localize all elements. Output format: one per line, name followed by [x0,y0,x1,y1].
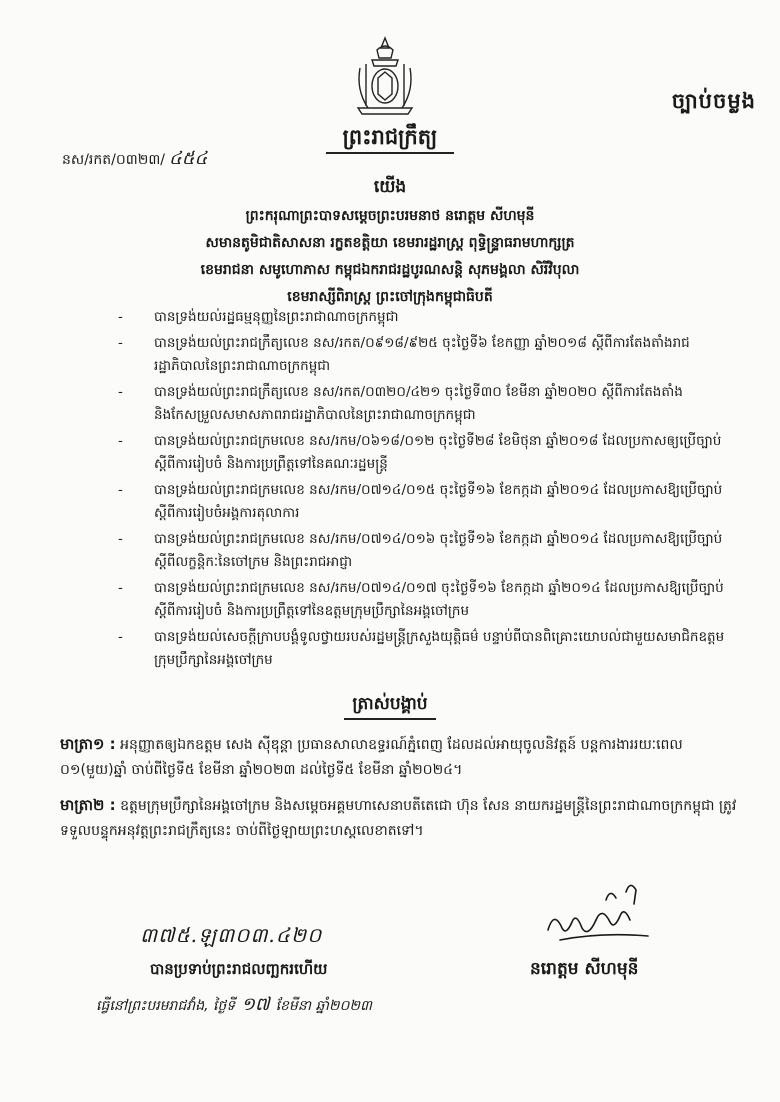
recital-text: បានទ្រង់យល់សេចក្តីក្រាបបង្គំទូលថ្វាយរបស់រដ្ឋមន្ត្រីក្រសួងយុត្តិធម៌ បន្ទាប់ពីបានពិគ្រោះយោបល់ជាមួយសមាជិកឧត្តមក្រុមប្រឹក្សានៃអង្គចៅក្រម [154,629,725,668]
registration-number: ៣៧៥.ឡ៣០៣.៤២០ [140,923,323,947]
royal-signature-icon [540,870,660,950]
recital-item: - បានទ្រង់យល់ព្រះរាជក្រមលេខ នស/រកម/០៧១៤/០១៥ ចុះថ្ងៃទី១៦ ខែកក្កដា ឆ្នាំ២០១៤ ដែលប្រកាសឱ្យប្រើច្បាប់ស្តីពីការរៀបចំអង្គការតុលាការ [118,482,723,521]
date-day: ១៧ [241,994,270,1015]
royal-coat-of-arms-icon [350,34,420,122]
reference-handwritten: ៤៥៤ [169,148,208,169]
recital-text: បានទ្រង់យល់ព្រះរាជក្រមលេខ នស/រកម/០៦១៨/០១២ ចុះថ្ងៃទី២៨ ខែមិថុនា ឆ្នាំ២០១៨ ដែលប្រកាសឲ្យប្រើច្បាប់ស្តីពីការរៀបចំ និងការប្រព្រឹត្តទៅនៃគណៈរដ្ឋមន្ត្រី [154,433,722,472]
article-1 [60,732,740,783]
recital-item: - បានទ្រង់យល់សេចក្តីក្រាបបង្គំទូលថ្វាយរបស់រដ្ឋមន្ត្រីក្រសួងយុត្តិធម៌ បន្ទាប់ពីបានពិគ្រោះយោបល់ជាមួយសមាជិកឧត្តមក្រុមប្រឹក្សានៃអង្គចៅក្រម [118,629,725,668]
recital-item: - បានទ្រង់យល់ព្រះរាជក្រឹត្យលេខ នស/រកត/០៣២០/៤២១ ចុះថ្ងៃទី៣០ ខែមីនា ឆ្នាំ២០២០ ស្តីពីការតែងតាំង និងកែសម្រួលសមាសភាពរាជរដ្ឋាភិបាលនៃព្រះរាជាណាចក្រកម្ពុជា [118,384,683,423]
decree-heading-underline [344,718,436,720]
article-label: មាត្រា២ : [60,796,116,814]
seal-affixed-stamp: បានប្រទាប់ព្រះរាជលញ្ឆករហើយ [150,960,328,978]
preamble-we: យើង [373,177,407,197]
king-title-line: សមានតូមិជាតិសាសនា រក្ខតខត្តិយា ខេមរារដ្ឋរាស្ត្រ ពុទ្ធិន្ទ្រាធរាមហាក្សត្រ [205,235,575,251]
king-title-line: ខេមរាជនា សមូហោភាស កម្ពុជឯករាជរដ្ឋបូរណសន្តិ សុភមង្គលា សិរីវិបុលា [200,262,580,278]
king-title-line: ព្រះករុណាព្រះបាទសម្តេចព្រះបរមនាថ នរោត្តម សីហមុនី [245,208,535,224]
recital-text: បានទ្រង់យល់ព្រះរាជក្រមលេខ នស/រកម/០៧១៤/០១៧ ចុះថ្ងៃទី១៦ ខែកក្កដា ឆ្នាំ២០១៤ ដែលប្រកាសឱ្យប្រើច្បាប់ស្តីពីការរៀបចំ និងការប្រព្រឹត្តទៅនៃឧត្តមក្រុមប្រឹក្សានៃអង្គចៅក្រម [154,580,724,619]
recital-item: - បានទ្រង់យល់ព្រះរាជក្រឹត្យលេខ នស/រកត/០៩១៨/៩២៥ ចុះថ្ងៃទី៦ ខែកញ្ញា ឆ្នាំ២០១៨ ស្តីពីការតែងតាំងរាជរដ្ឋាភិបាលនៃព្រះរាជាណាចក្រកម្ពុជា [118,335,690,374]
recital-text: បានទ្រង់យល់ព្រះរាជក្រឹត្យលេខ នស/រកត/០៩១៨/៩២៥ ចុះថ្ងៃទី៦ ខែកញ្ញា ឆ្នាំ២០១៨ ស្តីពីការតែងតាំងរាជរដ្ឋាភិបាលនៃព្រះរាជាណាចក្រកម្ពុជា [154,335,690,374]
reference-printed: នស/រកត/០៣២៣/ [62,152,166,168]
recitals-list [118,306,728,675]
recital-text: បានទ្រង់យល់ព្រះរាជក្រឹត្យលេខ នស/រកត/០៣២០/៤២១ ចុះថ្ងៃទី៣០ ខែមីនា ឆ្នាំ២០២០ ស្តីពីការតែងតាំង និងកែសម្រួលសមាសភាពរាជរដ្ឋាភិបាលនៃព្រះរាជាណាចក្រកម្ពុជា [154,384,683,423]
recital-text: បានទ្រង់យល់រដ្ឋធម្មនុញ្ញនៃព្រះរាជាណាចក្រកម្ពុជា [154,309,399,325]
decree-heading: ត្រាស់បង្គាប់ [352,694,428,714]
reference-number [62,146,207,173]
date-line [96,992,372,1019]
date-place: ធ្វើនៅព្រះបរមរាជវាំង, ថ្ងៃទី [96,998,236,1014]
article-label: មាត្រា១ : [60,735,116,753]
title-underline [326,152,454,154]
king-title-line: ខេមរាស្សីពិរាស្ត្រ ព្រះចៅក្រុងកម្ពុជាធិបតី [287,289,493,305]
recital-item: - បានទ្រង់យល់ព្រះរាជក្រមលេខ នស/រកម/០៦១៨/០១២ ចុះថ្ងៃទី២៨ ខែមិថុនា ឆ្នាំ២០១៨ ដែលប្រកាសឲ្យប្រើច្បាប់ស្តីពីការរៀបចំ និងការប្រព្រឹត្តទៅនៃគណៈរដ្ឋមន្ត្រី [118,433,722,472]
article-text: អនុញ្ញាតឲ្យឯកឧត្តម សេង ស៊ីឌុន្តា ប្រធានសាលាឧទ្ធរណ៍ភ្នំពេញ ដែលដល់អាយុចូលនិវត្តន៍ បន្តការងាររយៈពេល ០១(មួយ)ឆ្នាំ ចាប់ពីថ្ងៃទី៥ ខែមីនា ឆ្នាំ២០២៣ ដល់ថ្ងៃទី៥ ខែមីនា ឆ្នាំ២០២៤។ [60,737,683,778]
recital-text: បានទ្រង់យល់ព្រះរាជក្រមលេខ នស/រកម/០៧១៤/០១៥ ចុះថ្ងៃទី១៦ ខែកក្កដា ឆ្នាំ២០១៤ ដែលប្រកាសឱ្យប្រើច្បាប់ស្តីពីការរៀបចំអង្គការតុលាការ [154,482,723,521]
signatory-name: នរោត្តម សីហមុនី [530,959,639,979]
recital-item: - បានទ្រង់យល់ព្រះរាជក្រមលេខ នស/រកម/០៧១៤/០១៦ ចុះថ្ងៃទី១៦ ខែកក្កដា ឆ្នាំ២០១៤ ដែលប្រកាសឱ្យប្រើច្បាប់ស្តីពីលក្ខន្តិកៈនៃចៅក្រម និងព្រះរាជអាជ្ញា [118,531,723,570]
article-text: ឧត្តមក្រុមប្រឹក្សានៃអង្គចៅក្រម និងសម្តេចអគ្គមហាសេនាបតីតេជោ ហ៊ុន សែន នាយករដ្ឋមន្ត្រីនៃព្រះរាជាណាចក្រកម្ពុជា ត្រូវទទួលបន្ទុកអនុវត្តព្រះរាជក្រឹត្យនេះ ចាប់ពីថ្ងៃឡាយព្រះហស្តលេខាតទៅ។ [60,798,737,839]
recital-item: - បានទ្រង់យល់រដ្ឋធម្មនុញ្ញនៃព្រះរាជាណាចក្រកម្ពុជា [118,309,399,325]
document-title: ព្រះរាជក្រឹត្យ [342,125,438,149]
recital-item: - បានទ្រង់យល់ព្រះរាជក្រមលេខ នស/រកម/០៧១៤/០១៧ ចុះថ្ងៃទី១៦ ខែកក្កដា ឆ្នាំ២០១៤ ដែលប្រកាសឱ្យប្រើច្បាប់ស្តីពីការរៀបចំ និងការប្រព្រឹត្តទៅនៃឧត្តមក្រុមប្រឹក្សានៃអង្គចៅក្រម [118,580,724,619]
date-rest: ខែមីនា ឆ្នាំ២០២៣ [275,998,372,1014]
recital-text: បានទ្រង់យល់ព្រះរាជក្រមលេខ នស/រកម/០៧១៤/០១៦ ចុះថ្ងៃទី១៦ ខែកក្កដា ឆ្នាំ២០១៤ ដែលប្រកាសឱ្យប្រើច្បាប់ស្តីពីលក្ខន្តិកៈនៃចៅក្រម និងព្រះរាជអាជ្ញា [154,531,723,570]
copy-stamp: ច្បាប់ចម្លង [671,89,756,113]
article-2 [60,793,740,844]
